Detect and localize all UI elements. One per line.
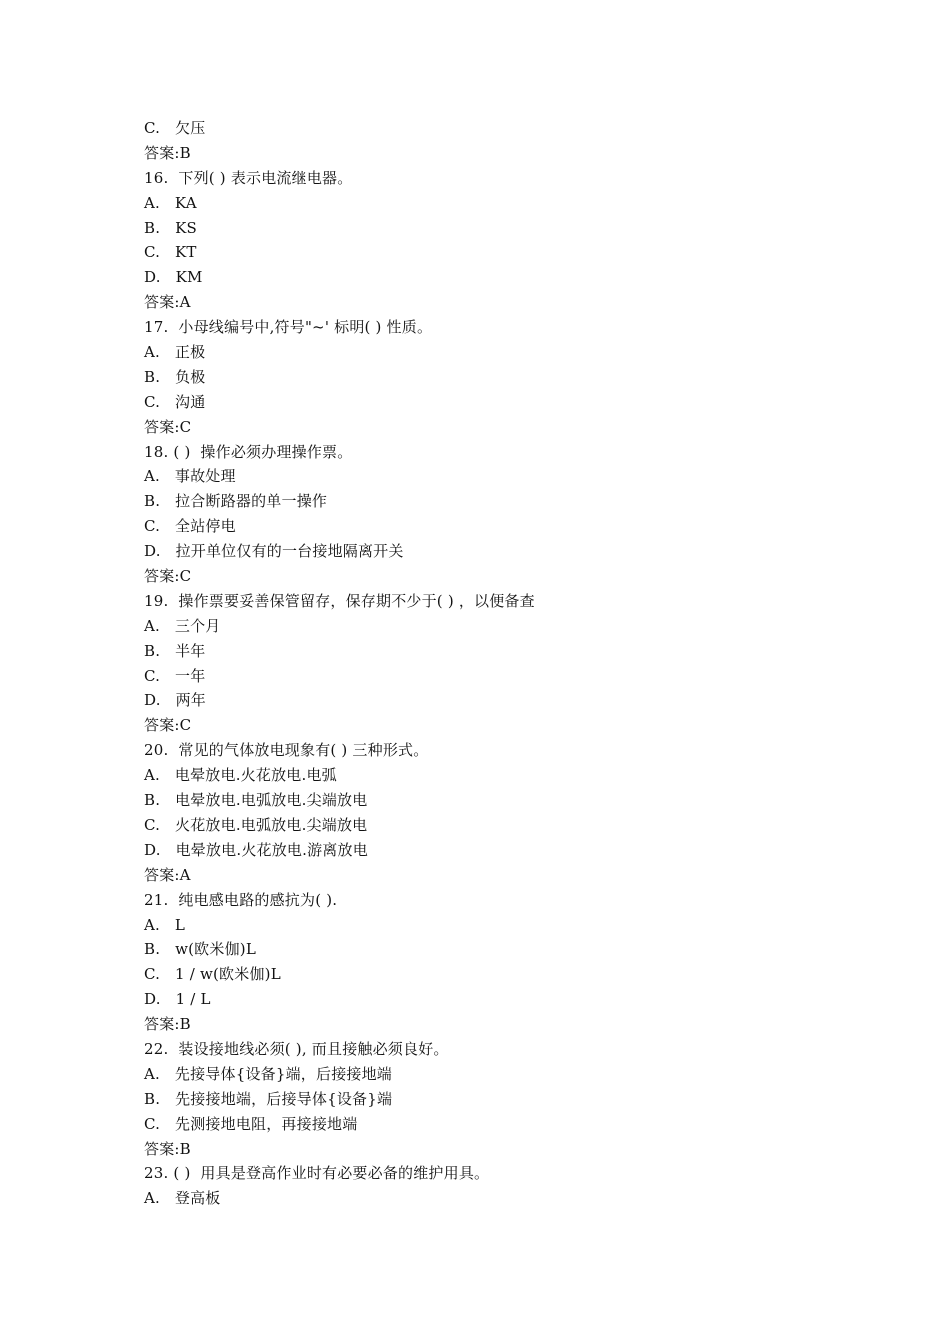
text-line: 答案:C <box>144 417 192 436</box>
text-line: B. 先接接地端，后接导体{设备}端 <box>144 1089 393 1108</box>
text-line: D. 两年 <box>144 691 206 710</box>
text-line: D. 1 / L <box>144 990 211 1009</box>
text-line: 22. 装设接地线必须( ), 而且接触必须良好。 <box>144 1039 449 1058</box>
text-line: C. 沟通 <box>144 392 206 411</box>
text-line: 21. 纯电感电路的感抗为( ). <box>144 890 338 909</box>
text-line: B. 拉合断路器的单一操作 <box>144 492 328 511</box>
text-line: 答案:A <box>144 865 191 884</box>
text-line: 答案:B <box>144 1015 191 1034</box>
text-line: 答案:B <box>144 143 191 162</box>
text-line: D. KM <box>144 268 203 287</box>
text-line: C. 一年 <box>144 666 206 685</box>
text-line: 17. 小母线编号中,符号"~' 标明( ) 性质。 <box>144 318 433 337</box>
text-line: B. 电晕放电.电弧放电.尖端放电 <box>144 791 368 810</box>
text-line: A. L <box>144 915 186 934</box>
text-line: 答案:C <box>144 567 192 586</box>
text-line: D. 拉开单位仅有的一台接地隔离开关 <box>144 542 404 561</box>
text-line: C. 欠压 <box>144 119 206 137</box>
text-line: C. 先测接地电阻，再接接地端 <box>144 1114 358 1133</box>
text-line: A. 三个月 <box>144 616 221 635</box>
text-line: 18. ( ) 操作必须办理操作票。 <box>144 442 353 461</box>
text-line: A. 电晕放电.火花放电.电弧 <box>144 766 337 785</box>
text-line: B. KS <box>144 218 197 237</box>
text-line: B. 半年 <box>144 641 206 660</box>
text-line: 答案:B <box>144 1139 191 1158</box>
text-line: C. 1 / w(欧米伽)L <box>144 965 281 984</box>
text-line: A. 登高板 <box>144 1189 221 1208</box>
text-line: 答案:A <box>144 293 191 312</box>
text-line: 23. ( ) 用具是登高作业时有必要必备的维护用具。 <box>144 1164 490 1183</box>
text-line: A. 正极 <box>144 343 206 362</box>
text-line: A. 先接导体{设备}端，后接接地端 <box>144 1064 392 1083</box>
text-line: A. KA <box>144 193 197 212</box>
text-line: 16. 下列( ) 表示电流继电器。 <box>144 168 353 187</box>
text-line: 答案:C <box>144 716 192 735</box>
text-line: B. 负极 <box>144 367 206 386</box>
text-line: D. 电晕放电.火花放电.游离放电 <box>144 840 368 859</box>
document-body <box>144 116 904 1211</box>
text-line: C. 火花放电.电弧放电.尖端放电 <box>144 815 368 834</box>
text-line: A. 事故处理 <box>144 467 236 486</box>
text-line: C. KT <box>144 243 197 262</box>
text-line: C. 全站停电 <box>144 517 236 536</box>
text-line: 20. 常见的气体放电现象有( ) 三种形式。 <box>144 741 429 760</box>
text-line: B. w(欧米伽)L <box>144 940 256 959</box>
text-line: 19. 操作票要妥善保管留存，保存期不少于( ) ，以便备查 <box>144 591 535 610</box>
